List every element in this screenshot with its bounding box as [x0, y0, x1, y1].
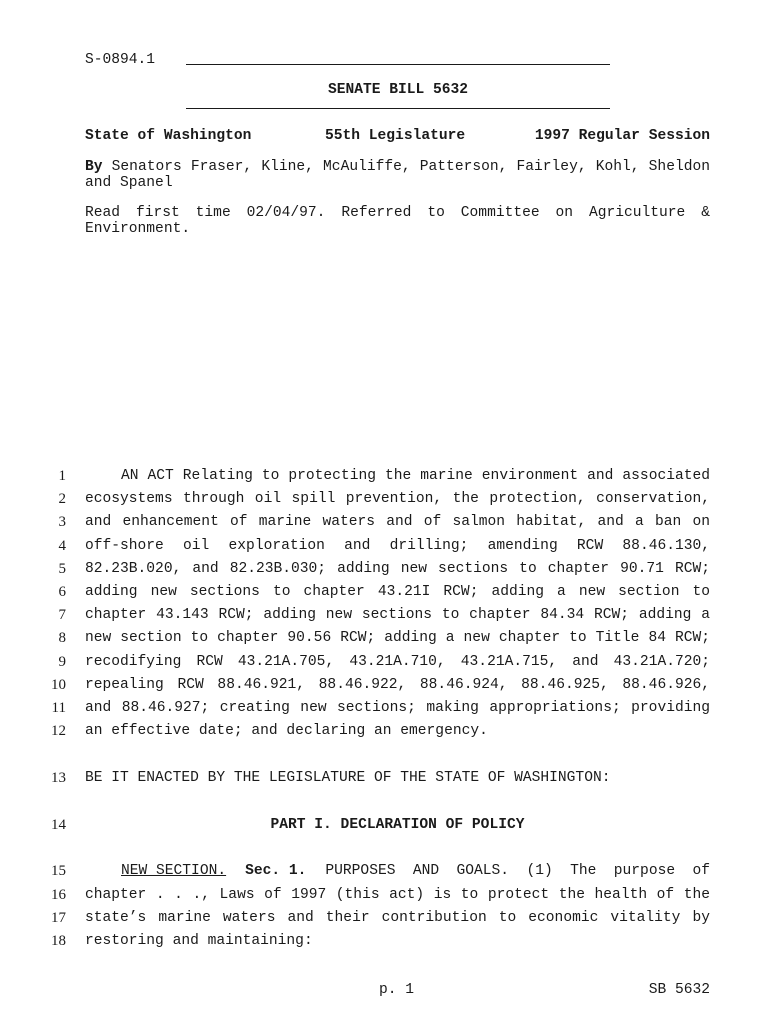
legislature-label: 55th Legislature [325, 128, 466, 144]
line-number: 2 [58, 491, 66, 508]
body-line: chapter . . ., Laws of 1997 (this act) is to protect the health of the [85, 887, 710, 903]
line-number: 4 [58, 537, 66, 554]
body-line: and enhancement of marine waters and of salmon habitat, and a ban on [85, 514, 710, 531]
body-line: new section to chapter 90.56 RCW; adding a new chapter to Title 84 RCW; [85, 630, 710, 647]
page-number: p. 1 [379, 982, 415, 998]
body-line: adding new sections to chapter 43.21I RCW; adding a new section to [85, 584, 710, 600]
line-number: 14 [51, 817, 66, 833]
header-rule-top [186, 64, 610, 65]
line-number: 8 [58, 630, 66, 647]
body-line: 82.23B.020, and 82.23B.030; adding new sections to chapter 90.71 RCW; [85, 560, 710, 577]
reading-line-2: Environment. [85, 221, 191, 237]
line-number: 16 [51, 887, 66, 903]
enacting-clause: BE IT ENACTED BY THE LEGISLATURE OF THE STATE OF WASHINGTON: [85, 770, 611, 786]
session-label: 1997 Regular Session [534, 128, 710, 144]
line-number: 12 [51, 723, 66, 740]
footer-bill-id: SB 5632 [648, 982, 710, 998]
sponsors-line-2: and Spanel [85, 175, 173, 191]
section-number: Sec. 1. [245, 863, 307, 879]
line-number: 17 [51, 910, 66, 927]
line-number: 3 [58, 514, 66, 531]
line-number: 18 [51, 933, 66, 950]
line-number: 7 [58, 607, 66, 624]
bill-title: SENATE BILL 5632 [327, 82, 469, 98]
section-heading-line [121, 863, 710, 879]
part-heading: PART I. DECLARATION OF POLICY [270, 817, 525, 833]
body-line: state’s marine waters and their contribution to economic vitality by [85, 910, 710, 927]
body-line: and 88.46.927; creating new sections; making appropriations; providing [85, 700, 710, 716]
line-number: 11 [51, 700, 66, 716]
sponsors-text: Senators Fraser, Kline, McAuliffe, Patterson, Fairley, Kohl, Sheldon [111, 159, 710, 175]
line-number: 5 [58, 560, 66, 577]
new-section-label: NEW SECTION. [121, 863, 227, 879]
body-line: an effective date; and declaring an emergency. [85, 723, 488, 740]
body-line: ecosystems through oil spill prevention, the protection, conservation, [85, 491, 710, 508]
line-number: 1 [58, 468, 66, 484]
by-label: By [85, 159, 103, 175]
reading-line-1: Read first time 02/04/97. Referred to Committee on Agriculture & [85, 205, 710, 221]
section-text: PURPOSES AND GOALS. (1) The purpose of [325, 863, 710, 879]
sponsors-line-1 [85, 159, 710, 175]
body-line: chapter 43.143 RCW; adding new sections to chapter 84.34 RCW; adding a [85, 607, 710, 624]
line-number: 13 [51, 770, 66, 786]
document-id: S-0894.1 [85, 52, 156, 68]
header-rule-bottom [186, 108, 610, 109]
body-line: recodifying RCW 43.21A.705, 43.21A.710, 43.21A.715, and 43.21A.720; [85, 653, 710, 670]
line-number: 15 [51, 863, 66, 879]
body-line: off-shore oil exploration and drilling; amending RCW 88.46.130, [85, 537, 710, 554]
line-number: 10 [51, 676, 66, 693]
body-line: AN ACT Relating to protecting the marine environment and associated [121, 468, 710, 484]
line-number: 6 [58, 584, 66, 600]
body-line: repealing RCW 88.46.921, 88.46.922, 88.46.924, 88.46.925, 88.46.926, [85, 676, 710, 693]
line-number: 9 [58, 653, 66, 670]
state-label: State of Washington [85, 128, 252, 144]
body-line: restoring and maintaining: [85, 933, 313, 950]
